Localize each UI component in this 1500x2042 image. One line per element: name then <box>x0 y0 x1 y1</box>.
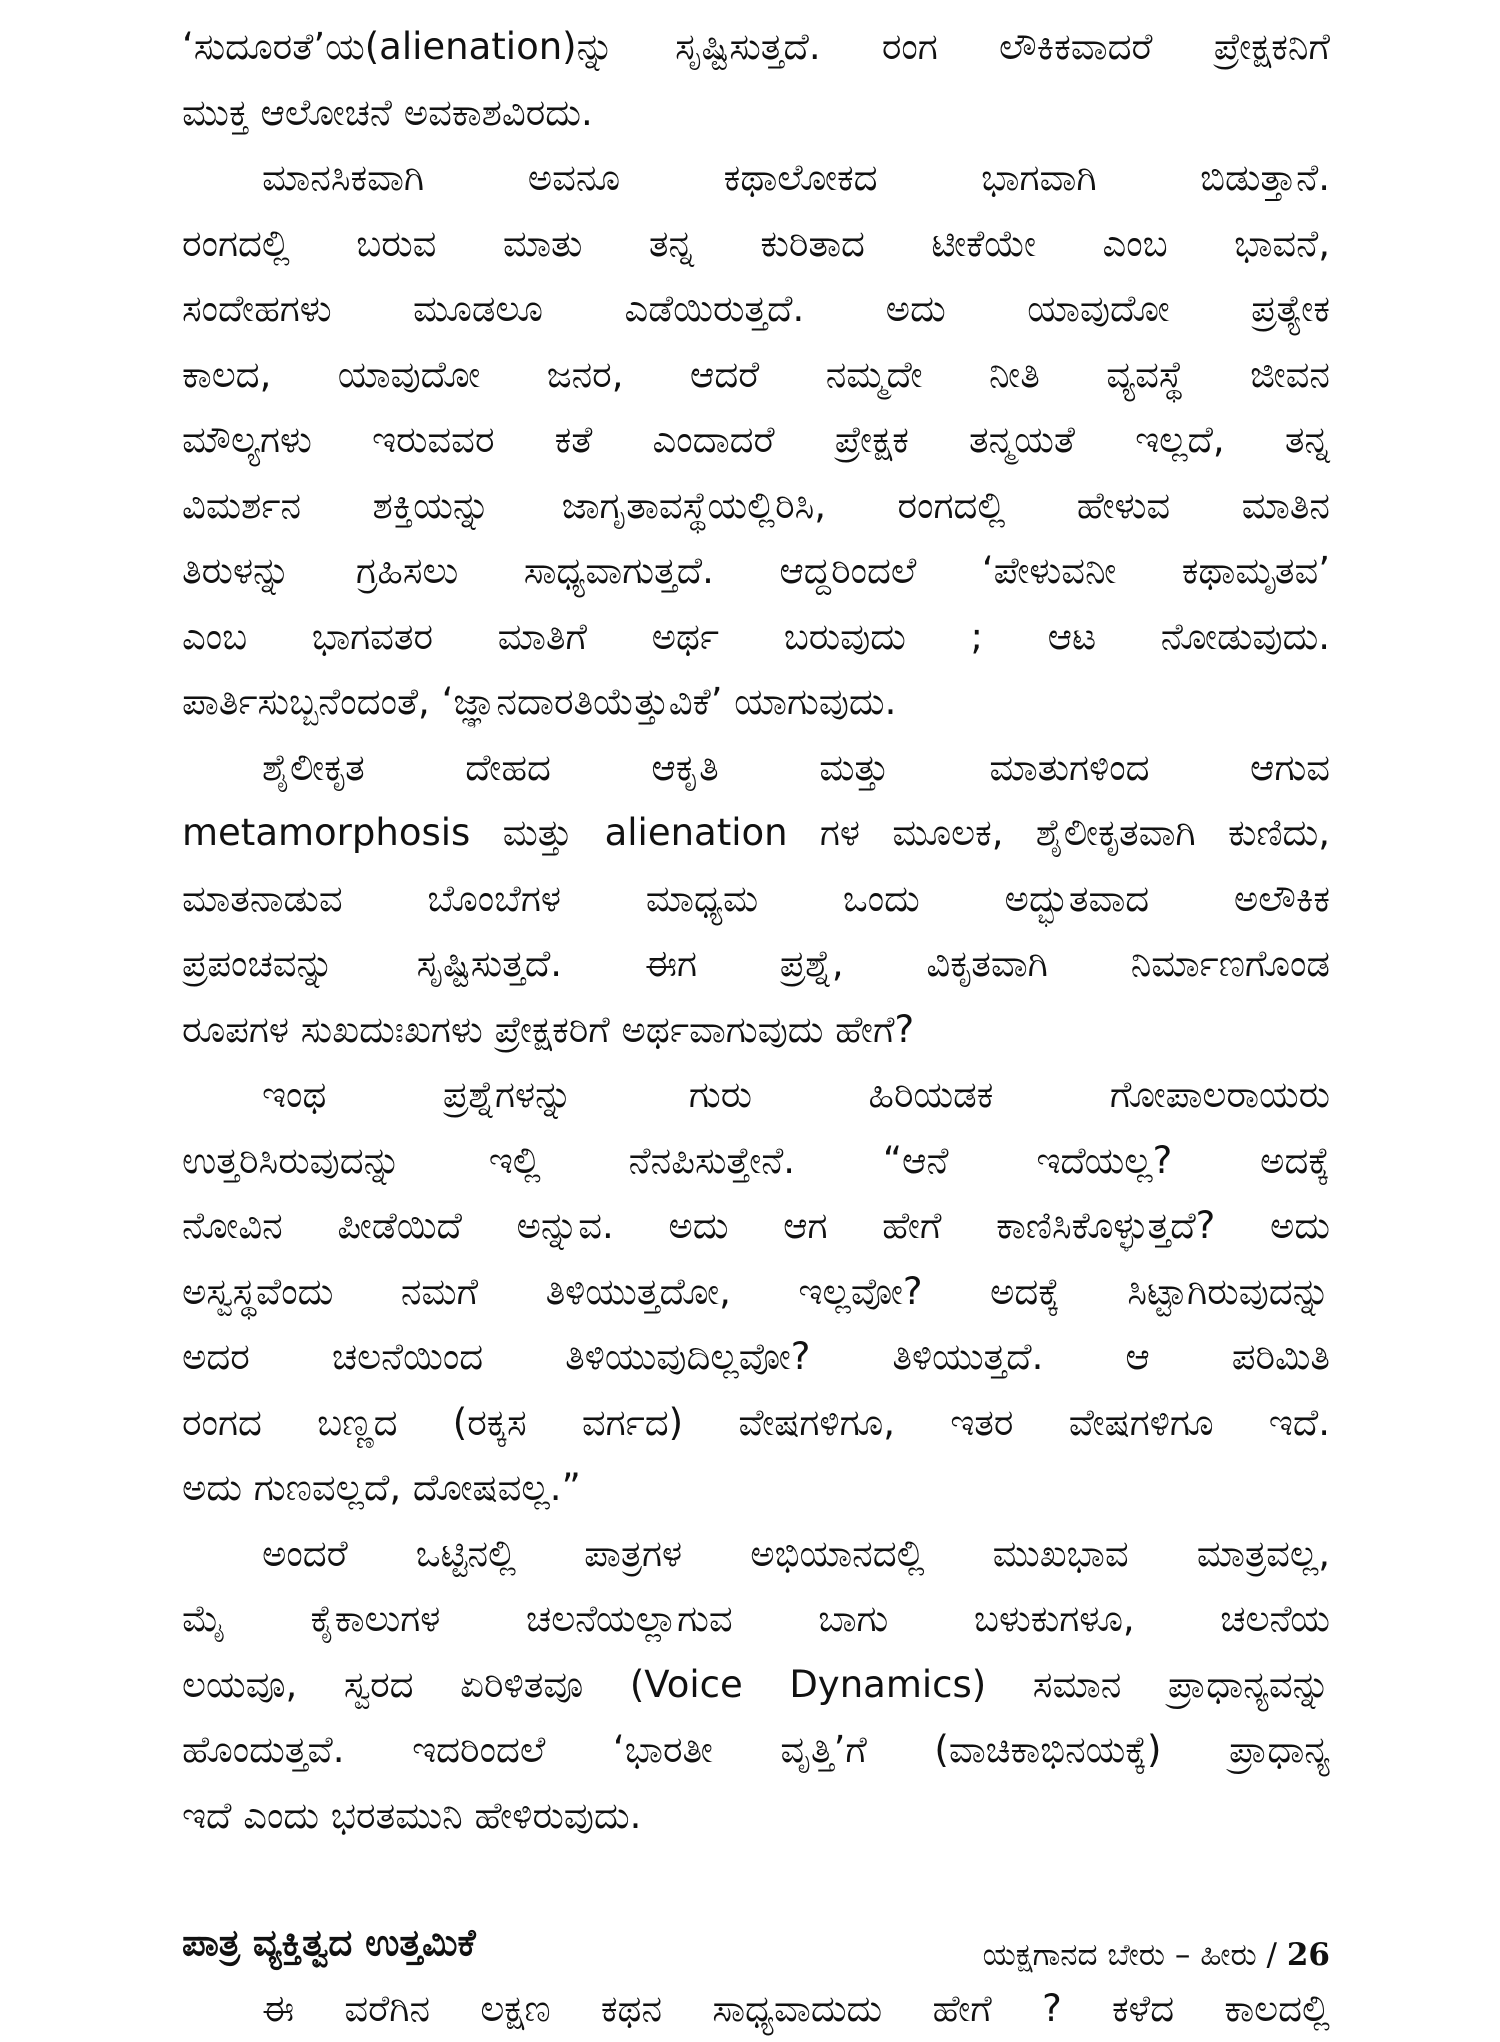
text-line: ಅಸ್ವಸ್ಥವೆಂದು ನಮಗೆ ತಿಳಿಯುತ್ತದೋ, ಇಲ್ಲವೋ? ಅದಕ್ಕೆ ಸಿಟ್ಟಾಗಿರುವುದನ್ನು <box>182 1269 1330 1313</box>
page-content <box>182 14 1330 2030</box>
text-line: ಹೊಂದುತ್ತವೆ. ಇದರಿಂದಲೆ ‘ಭಾರತೀ ವೃತ್ತಿ’ಗೆ (ವಾಚಿಕಾಭಿನಯಕ್ಕೆ) ಪ್ರಾಧಾನ್ಯ <box>182 1728 1330 1771</box>
text-line: ಉತ್ತರಿಸಿರುವುದನ್ನು ಇಲ್ಲಿ ನೆನಪಿಸುತ್ತೇನೆ. “ಆನೆ ಇದೆಯಲ್ಲ? ಅದಕ್ಕೆ <box>182 1138 1330 1182</box>
page-footer <box>983 1935 1330 1975</box>
text-line: ಈ ವರೆಗಿನ ಲಕ್ಷಣ ಕಥನ ಸಾಧ್ಯವಾದುದು ಹೇಗೆ ? ಕಳೆದ ಕಾಲದಲ್ಲಿ <box>262 1987 1330 2030</box>
section-spacer <box>182 1848 1330 1910</box>
text-line: ರಂಗದ ಬಣ್ಣದ (ರಕ್ಕಸ ವರ್ಗದ) ವೇಷಗಳಿಗೂ, ಇತರ ವೇಷಗಳಿಗೂ ಇದೆ. <box>182 1400 1330 1444</box>
text-line: ಮಾನಸಿಕವಾಗಿ ಅವನೂ ಕಥಾಲೋಕದ ಭಾಗವಾಗಿ ಬಿಡುತ್ತಾನೆ. <box>262 156 1330 199</box>
text-line: ಸಂದೇಹಗಳು ಮೂಡಲೂ ಎಡೆಯಿರುತ್ತದೆ. ಅದು ಯಾವುದೋ ಪ್ರತ್ಯೇಕ <box>182 287 1330 330</box>
text-line: ಇಂಥ ಪ್ರಶ್ನೆಗಳನ್ನು ಗುರು ಹಿರಿಯಡಕ ಗೋಪಾಲರಾಯರು <box>262 1073 1330 1116</box>
text-line: ‘ಸುದೂರತೆ’ಯ(alienation)ನ್ನು ಸೃಷ್ಟಿಸುತ್ತದೆ. ರಂಗ ಲೌಕಿಕವಾದರೆ ಪ್ರೇಕ್ಷಕನಿಗೆ <box>182 25 1330 68</box>
text-line: ಮೈ ಕೈಕಾಲುಗಳ ಚಲನೆಯಲ್ಲಾಗುವ ಬಾಗು ಬಳುಕುಗಳೂ, ಚಲನೆಯ <box>182 1597 1330 1640</box>
text-line: ಲಯವೂ, ಸ್ವರದ ಏರಿಳಿತವೂ (Voice Dynamics) ಸಮಾನ ಪ್ರಾಧಾನ್ಯವನ್ನು <box>182 1662 1330 1706</box>
text-line: ಮುಕ್ತ ಆಲೋಚನೆ ಅವಕಾಶವಿರದು. <box>182 90 593 134</box>
text-line: ರಂಗದಲ್ಲಿ ಬರುವ ಮಾತು ತನ್ನ ಕುರಿತಾದ ಟೀಕೆಯೇ ಎಂಬ ಭಾವನೆ, <box>182 221 1330 265</box>
text-line: ತಿರುಳನ್ನು ಗ್ರಹಿಸಲು ಸಾಧ್ಯವಾಗುತ್ತದೆ. ಆದ್ದರಿಂದಲೆ ‘ಪೇಳುವನೀ ಕಥಾಮೃತವ’ <box>182 549 1330 592</box>
text-line: ಪ್ರಪಂಚವನ್ನು ಸೃಷ್ಟಿಸುತ್ತದೆ. ಈಗ ಪ್ರಶ್ನೆ, ವಿಕೃತವಾಗಿ ನಿರ್ಮಾಣಗೊಂಡ <box>182 942 1330 985</box>
text-line: ಅದರ ಚಲನೆಯಿಂದ ತಿಳಿಯುವುದಿಲ್ಲವೋ? ತಿಳಿಯುತ್ತದೆ. ಆ ಪರಿಮಿತಿ <box>182 1335 1330 1378</box>
text-line: ಅದು ಗುಣವಲ್ಲದೆ, ದೋಷವಲ್ಲ.” <box>182 1466 581 1509</box>
text-line: ನೋವಿನ ಪೀಡೆಯಿದೆ ಅನ್ನುವ. ಅದು ಆಗ ಹೇಗೆ ಕಾಣಿಸಿಕೊಳ್ಳುತ್ತದೆ? ಅದು <box>182 1204 1330 1247</box>
text-line: ಇದೆ ಎಂದು ಭರತಮುನಿ ಹೇಳಿರುವುದು. <box>182 1793 642 1837</box>
text-line: ರೂಪಗಳ ಸುಖದುಃಖಗಳು ಪ್ರೇಕ್ಷಕರಿಗೆ ಅರ್ಥವಾಗುವುದು ಹೇಗೆ? <box>182 1007 915 1051</box>
text-line: ಅಂದರೆ ಒಟ್ಟಿನಲ್ಲಿ ಪಾತ್ರಗಳ ಅಭಿಯಾನದಲ್ಲಿ ಮುಖಭಾವ ಮಾತ್ರವಲ್ಲ, <box>262 1531 1330 1575</box>
section-heading: ಪಾತ್ರ ವ್ಯಕ್ತಿತ್ವದ ಉತ್ತಮಿಕೆ <box>182 1921 476 1964</box>
text-line: ಪಾರ್ತಿಸುಬ್ಬನೆಂದಂತೆ, ‘ಜ್ಞಾನದಾರತಿಯೆತ್ತುವಿಕೆ’ ಯಾಗುವುದು. <box>182 680 897 723</box>
text-line: ಮಾತನಾಡುವ ಬೊಂಬೆಗಳ ಮಾಧ್ಯಮ ಒಂದು ಅದ್ಭುತವಾದ ಅಲೌಕಿಕ <box>182 876 1330 920</box>
text-line: ಎಂಬ ಭಾಗವತರ ಮಾತಿಗೆ ಅರ್ಥ ಬರುವುದು ; ಆಟ ನೋಡುವುದು. <box>182 614 1330 658</box>
text-line: ಕಾಲದ, ಯಾವುದೋ ಜನರ, ಆದರೆ ನಮ್ಮದೇ ನೀತಿ ವ್ಯವಸ್ಥೆ ಜೀವನ <box>182 352 1330 396</box>
text-line: ವಿಮರ್ಶನ ಶಕ್ತಿಯನ್ನು ಜಾಗೃತಾವಸ್ಥೆಯಲ್ಲಿರಿಸಿ, ರಂಗದಲ್ಲಿ ಹೇಳುವ ಮಾತಿನ <box>182 483 1330 527</box>
text-line: ಮೌಲ್ಯಗಳು ಇರುವವರ ಕತೆ ಎಂದಾದರೆ ಪ್ರೇಕ್ಷಕ ತನ್ಮಯತೆ ಇಲ್ಲದೆ, ತನ್ನ <box>182 418 1330 461</box>
footer-title: ಯಕ್ಷಗಾನದ ಬೇರು – ಹೀರು / <box>982 1937 1277 1973</box>
page-number: 26 <box>1286 1937 1330 1973</box>
text-line: ಶೈಲೀಕೃತ ದೇಹದ ಆಕೃತಿ ಮತ್ತು ಮಾತುಗಳಿಂದ ಆಗುವ <box>262 745 1330 789</box>
text-line: metamorphosis ಮತ್ತು alienation ಗಳ ಮೂಲಕ, ಶೈಲೀಕೃತವಾಗಿ ಕುಣಿದು, <box>182 811 1330 854</box>
